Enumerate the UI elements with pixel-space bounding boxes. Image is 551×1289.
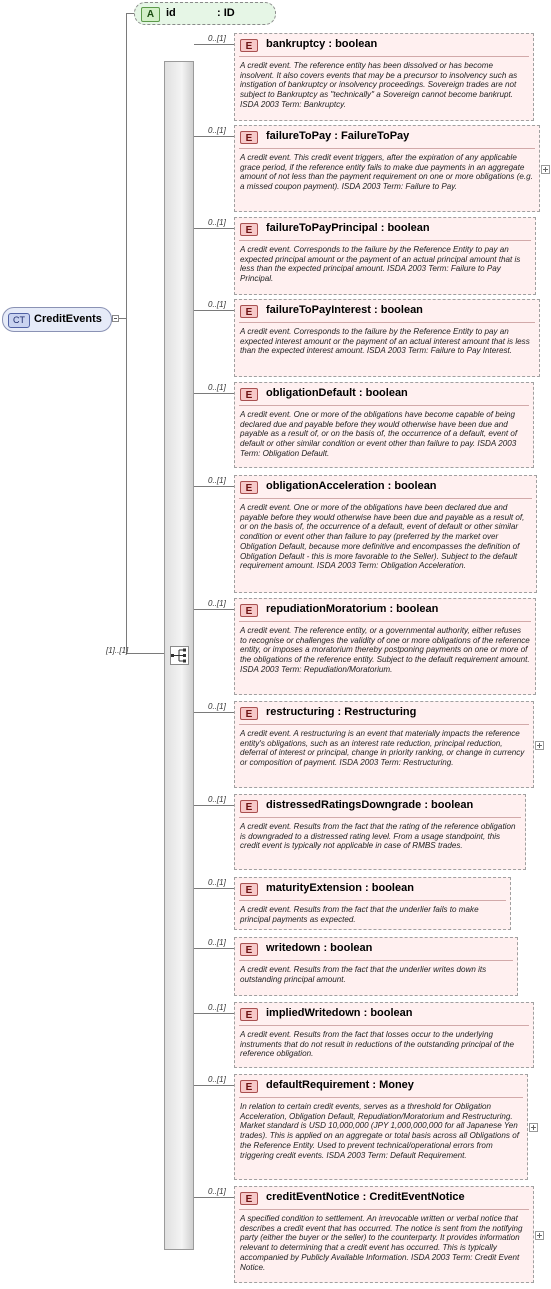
type-separator: : [361,882,372,894]
element-documentation: A credit event. One or more of the obligations have become capable of being declared due and payable before they would otherwise have been due and payable as a result of, or on the basis of, the occurrence of a default, event of default or other similar condition or event other than failure to pay. ISDA 2003 Term: Obligation Default. [240,410,518,458]
type-separator: : [377,222,388,234]
element-type: boolean [396,603,439,615]
element-connector [194,1197,234,1198]
element-documentation: A credit event. Corresponds to the failure by the Reference Entity to pay an expected principal amount or the payment of an actual principal amount that is less than the expected principal amount. ISDA 2003 Term: Failure to Pay Principal. [240,245,521,284]
element-connector [194,609,234,610]
element-obligationAcceleration[interactable] [234,475,537,593]
element-documentation: A credit event. Results from the fact that the rating of the reference obligation is downgraded to a distressed rating level. From a usage standpoint, this credit event is typically not applicable in case of RMBS trades. [240,822,516,851]
type-separator: : [325,38,336,50]
element-type: CreditEventNotice [369,1191,465,1203]
element-divider [239,900,506,901]
element-cardinality: 0..[1] [208,702,226,711]
element-divider [239,817,521,818]
element-name-text: failureToPay [266,130,332,142]
element-impliedWritedown[interactable] [234,1002,534,1068]
element-type: boolean [387,222,430,234]
type-separator: : [360,1007,371,1019]
element-documentation: In relation to certain credit events, serves as a threshold for Obligation Acceleration, Obligation Default, Repudiation/Moratorium and Restructuring. Market standard is USD 10,000,000 (JPY 1,000,000,000 for all Japanese Yen trades). This is applied on an aggregate or total basis across all Obligations of the Reference Entity. Used to prevent technical/operational errors from triggering credit events. ISDA 2003 Term: Default Requirement. [240,1102,519,1160]
element-divider [239,621,531,622]
element-name-text: repudiationMoratorium [266,603,387,615]
element-name-text: failureToPayPrincipal [266,222,378,234]
element-name [266,387,408,399]
type-separator: : [370,304,381,316]
element-failureToPayInterest[interactable] [234,299,540,377]
element-connector [194,805,234,806]
element-cardinality: 0..[1] [208,126,226,135]
root-connector-vertical [126,13,127,653]
element-header [235,218,535,240]
element-type: Money [379,1079,414,1091]
element-badge: E [240,305,258,318]
element-name [266,603,438,615]
attribute-name: id [166,7,176,19]
type-separator: : [355,387,366,399]
element-connector [194,1085,234,1086]
element-name-text: obligationAcceleration [266,480,385,492]
element-header [235,599,535,621]
element-name-text: creditEventNotice [266,1191,360,1203]
attribute-id[interactable] [134,2,276,25]
element-badge: E [240,883,258,896]
element-connector [194,136,234,137]
element-connector [194,310,234,311]
type-separator: : [421,799,432,811]
element-name [266,130,409,142]
element-badge: E [240,131,258,144]
attribute-connector [126,13,134,14]
element-name [266,1079,414,1091]
element-defaultRequirement[interactable] [234,1074,528,1180]
element-badge: E [240,1192,258,1205]
element-connector [194,44,234,45]
element-divider [239,240,531,241]
element-writedown[interactable] [234,937,518,996]
type-separator: : [384,480,395,492]
element-header [235,938,517,960]
element-name-text: failureToPayInterest [266,304,371,316]
element-badge: E [240,707,258,720]
element-badge: E [240,1080,258,1093]
element-maturityExtension[interactable] [234,877,511,930]
element-badge: E [240,223,258,236]
element-name [266,882,414,894]
element-divider [239,56,529,57]
element-documentation: A credit event. The reference entity has been dissolved or has become insolvent. It also covers events that may be a precursor to insolvency such as instigation of bankruptcy or insolvency proceedings. Sovereign trades are not subject to Bankruptcy as "technically" a Sovereign cannot become bankrupt. ISDA 2003 Term: Bankruptcy. [240,61,518,109]
element-name-text: writedown [266,942,321,954]
expand-icon[interactable] [535,1231,544,1240]
element-type: FailureToPay [341,130,410,142]
type-separator: : [369,1079,380,1091]
type-separator: : [331,130,341,142]
expand-icon[interactable] [541,165,550,174]
element-name-text: obligationDefault [266,387,356,399]
element-type: boolean [370,1007,413,1019]
element-name [266,1191,465,1203]
element-name [266,38,377,50]
collapse-icon[interactable] [112,315,119,322]
element-badge: E [240,604,258,617]
element-name [266,799,473,811]
element-connector [194,228,234,229]
element-cardinality: 0..[1] [208,218,226,227]
element-documentation: A credit event. Results from the fact that the underlier writes down its outstanding principal amount. [240,965,487,984]
type-separator: : [320,942,331,954]
element-divider [239,1025,529,1026]
element-cardinality: 0..[1] [208,1075,226,1084]
element-cardinality: 0..[1] [208,34,226,43]
element-cardinality: 0..[1] [208,476,226,485]
expand-icon[interactable] [529,1123,538,1132]
element-documentation: A credit event. Results from the fact that the underlier fails to make principal payments as expected. [240,905,479,924]
sequence-connector [126,653,164,654]
element-connector [194,888,234,889]
element-type: boolean [371,882,414,894]
element-header [235,1075,527,1097]
element-header [235,1187,533,1209]
element-restructuring[interactable] [234,701,534,788]
element-cardinality: 0..[1] [208,795,226,804]
complex-type-credit-events[interactable] [2,307,112,332]
element-name-text: maturityExtension [266,882,362,894]
element-divider [239,148,535,149]
sequence-icon [170,646,189,665]
element-divider [239,960,513,961]
element-header [235,702,533,724]
element-type: boolean [330,942,373,954]
element-connector [194,712,234,713]
element-connector [194,486,234,487]
element-documentation: A credit event. A restructuring is an event that materially impacts the reference entity's obligations, such as an interest rate reduction, principal reduction, deferral of interest or principal, change in priority ranking, or change in currency or composition of payment. ISDA 2003 Term: Restructuring. [240,729,525,768]
element-header [235,795,525,817]
element-header [235,300,539,322]
element-cardinality: 0..[1] [208,878,226,887]
element-cardinality: 0..[1] [208,1003,226,1012]
element-name [266,480,437,492]
attribute-type: : ID [217,7,235,19]
element-type: Restructuring [344,706,417,718]
element-type: boolean [365,387,408,399]
element-badge: E [240,800,258,813]
element-divider [239,405,529,406]
element-connector [194,393,234,394]
element-header [235,126,539,148]
element-documentation: A specified condition to settlement. An irrevocable written or verbal notice that describes a credit event that has occurred. The notice is sent from the notifying party (either the buyer or the seller) to the counterparty. It provides information relevant to determining that a credit event has occurred. This is typically accompanied by Publicly Available Information. ISDA 2003 Term: Credit Event Notice. [240,1214,523,1272]
element-cardinality: 0..[1] [208,599,226,608]
element-header [235,383,533,405]
complex-type-name: CreditEvents [34,313,102,325]
element-creditEventNotice[interactable] [234,1186,534,1283]
element-documentation: A credit event. Results from the fact that losses occur to the underlying instruments that do not result in reductions of the outstanding principal of the reference obligation. [240,1030,515,1059]
element-divider [239,1097,523,1098]
element-name [266,304,423,316]
element-documentation: A credit event. The reference entity, or a governmental authority, either refuses to recognise or challenges the validity of one or more obligations of the reference entity, or imposes a moratorium thereby postponing payments on one or more of the obligations of the reference entity. Subject to the default requirement amount. ISDA 2003 Term: Repudiation/Moratorium. [240,626,530,674]
element-failureToPayPrincipal[interactable] [234,217,536,295]
element-type: boolean [431,799,474,811]
element-header [235,476,536,498]
element-type: boolean [394,480,437,492]
element-failureToPay[interactable] [234,125,540,212]
element-documentation: A credit event. One or more of the obligations have been declared due and payable before they would otherwise have been due and payable as a result of, or on the basis of, the occurrence of a default, event of default or other similar condition or event other than failure to pay (preferred by the market over Obligation Default, because more definitive and encompasses the definition of Obligation Default - this is more favorable to the Seller). Subject to the default requirement amount. ISDA 2003 Term: Obligation Acceleration. [240,503,525,571]
element-name-text: distressedRatingsDowngrade [266,799,422,811]
element-documentation: A credit event. This credit event triggers, after the expiration of any applicable grace period, if the reference entity fails to make due payments in an aggregate amount of not less than the payment requirement on one or more obligations (e.g. a missed coupon payment). ISDA 2003 Term: Failure to Pay. [240,153,533,192]
element-divider [239,322,535,323]
element-name-text: defaultRequirement [266,1079,370,1091]
element-type: boolean [335,38,378,50]
element-badge: E [240,481,258,494]
element-documentation: A credit event. Corresponds to the failure by the Reference Entity to pay an expected interest amount or the payment of an actual interest amount that is less than the expected interest amount. ISDA 2003 Term: Failure to Pay Interest. [240,327,530,356]
element-badge: E [240,388,258,401]
element-bankruptcy[interactable] [234,33,534,121]
element-header [235,878,510,900]
element-cardinality: 0..[1] [208,383,226,392]
element-cardinality: 0..[1] [208,1187,226,1196]
element-name [266,222,430,234]
element-type: boolean [380,304,423,316]
element-divider [239,724,529,725]
element-name [266,1007,412,1019]
element-name [266,706,416,718]
type-separator: : [359,1191,370,1203]
element-name-text: restructuring [266,706,335,718]
element-divider [239,1209,529,1210]
element-header [235,1003,533,1025]
root-connector-stub [119,318,126,319]
element-name-text: impliedWritedown [266,1007,361,1019]
element-name-text: bankruptcy [266,38,326,50]
element-obligationDefault[interactable] [234,382,534,468]
element-connector [194,948,234,949]
type-separator: : [334,706,345,718]
element-distressedRatingsDowngrade[interactable] [234,794,526,870]
complex-type-badge: CT [8,313,30,328]
element-badge: E [240,1008,258,1021]
element-name [266,942,372,954]
element-connector [194,1013,234,1014]
attribute-badge: A [141,7,160,22]
element-badge: E [240,39,258,52]
element-badge: E [240,943,258,956]
element-repudiationMoratorium[interactable] [234,598,536,695]
type-separator: : [386,603,397,615]
element-cardinality: 0..[1] [208,300,226,309]
element-divider [239,498,532,499]
sequence-cardinality: [1]..[1] [106,646,129,655]
expand-icon[interactable] [535,741,544,750]
element-header [235,34,533,56]
element-cardinality: 0..[1] [208,938,226,947]
